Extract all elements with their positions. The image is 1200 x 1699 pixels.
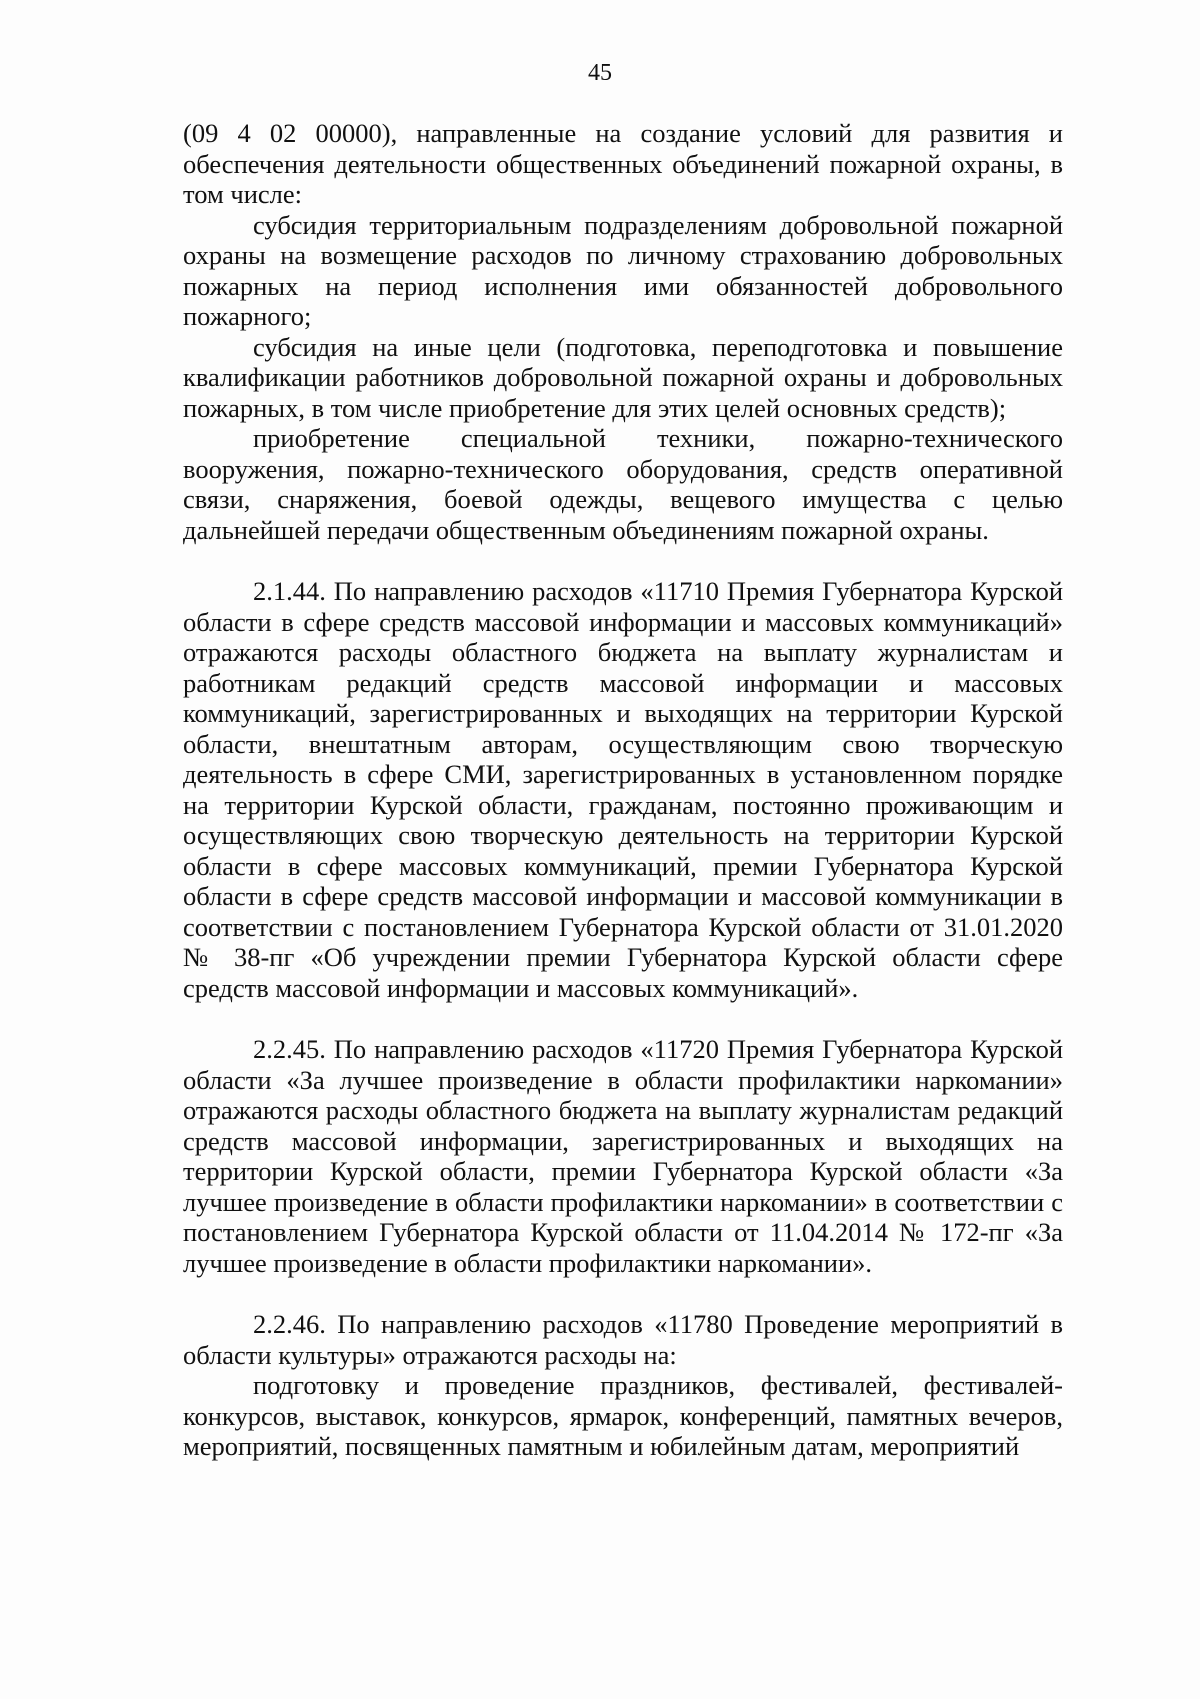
paragraph-2-2-46: 2.2.46. По направлению расходов «11780 Проведение мероприятий в области культуры» отражаются расходы на:: [183, 1309, 1063, 1370]
paragraph-gap: [183, 1278, 1063, 1309]
paragraph-2-1-44: 2.1.44. По направлению расходов «11710 Премия Губернатора Курской области в сфере средств массовой информации и массовых коммуникаций» отражаются расходы областного бюджета на выплату журналистам и работникам редакций средств массовой информации и массовых коммуникаций, зарегистрированных и выходящих на территории Курской области, внештатным авторам, осуществляющим свою творческую деятельность в сфере СМИ, зарегистрированных в установленном порядке на территории Курской области, гражданам, постоянно проживающим и осуществляющих свою творческую деятельность на территории Курской области в сфере массовых коммуникаций, премии Губернатора Курской области в сфере средств массовой информации и массовой коммуникации в соответствии с постановлением Губернатора Курской области от 31.01.2020 № 38-пг «Об учреждении премии Губернатора Курской области сфере средств массовой информации и массовых коммуникаций».: [183, 576, 1063, 1003]
paragraph-2-2-45: 2.2.45. По направлению расходов «11720 Премия Губернатора Курской области «За лучшее произведение в области профилактики наркомании» отражаются расходы областного бюджета на выплату журналистам редакций средств массовой информации, зарегистрированных и выходящих на территории Курской области, премии Губернатора Курской области «За лучшее произведение в области профилактики наркомании» в соответствии с постановлением Губернатора Курской области от 11.04.2014 № 172-пг «За лучшее произведение в области профилактики наркомании».: [183, 1034, 1063, 1278]
paragraph-gap: [183, 1003, 1063, 1034]
paragraph-subsidy-other: субсидия на иные цели (подготовка, переподготовка и повышение квалификации работников добровольной пожарной охраны и добровольных пожарных, в том числе приобретение для этих целей основных средств);: [183, 331, 1063, 423]
paragraph-culture-events: подготовку и проведение праздников, фестивалей, фестивалей-конкурсов, выставок, конкурсов, ярмарок, конференций, памятных вечеров, мероприятий, посвященных памятным и юбилейным датам, мероприятий: [183, 1370, 1063, 1461]
page-number: 45: [588, 60, 612, 86]
paragraph-subsidy-insurance: субсидия территориальным подразделениям добровольной пожарной охраны на возмещение расходов по личному страхованию добровольных пожарных на период исполнения ими обязанностей добровольного пожарного;: [183, 209, 1063, 331]
paragraph-gap: [183, 545, 1063, 576]
document-body: [183, 118, 1063, 1462]
paragraph-equipment-purchase: приобретение специальной техники, пожарно-технического вооружения, пожарно-технического оборудования, средств оперативной связи, снаряжения, боевой одежды, вещевого имущества с целью дальнейшей передачи общественным объединениям пожарной охраны.: [183, 423, 1063, 545]
paragraph-continuation: (09 4 02 00000), направленные на создание условий для развития и обеспечения деятельности общественных объединений пожарной охраны, в том числе:: [183, 118, 1063, 209]
